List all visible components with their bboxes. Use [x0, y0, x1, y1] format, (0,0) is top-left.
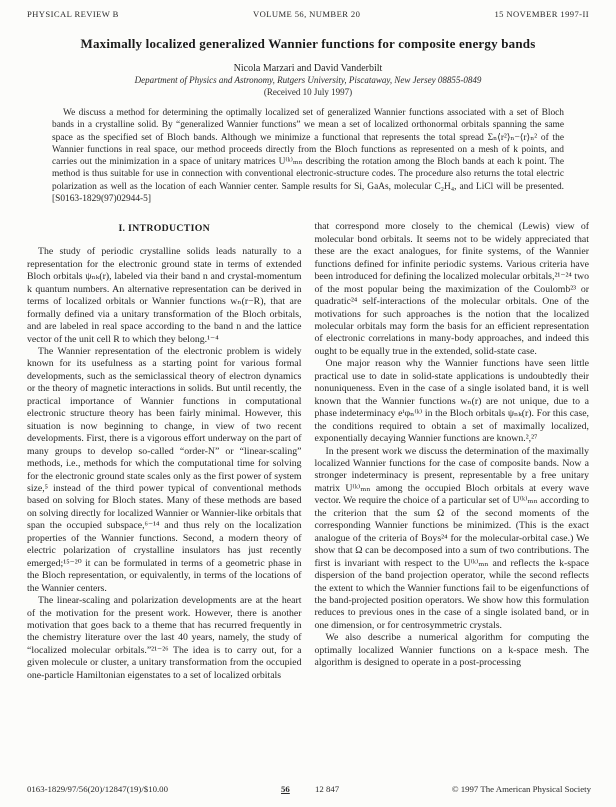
paragraph: In the present work we discuss the determination of the maximally localized Wannier functions for the case of composite bands. Now a stronger indeterminacy is present, representable by a free unitary matrix U⁽ᵏ⁾ₘₙ among the occupied Bloch orbitals at every wave vector. We require the choice of a particular set of U⁽ᵏ⁾ₘₙ according to the criterion that the sum Ω of the second moments of the corresponding Wannier functions be minimized. (This is the exact analogue of the criteria of Boys²⁴ for the molecular-orbital case.) We show that Ω can be decomposed into a sum of two contributions. The first is invariant with respect to the U⁽ᵏ⁾ₘₙ and reflects the k-space dispersion of the band projection operator, while the second reflects the extent to which the Wannier functions fail to be eigenfunctions of the band-projected position operators. We show how this formulation reduces to previous ones in the case of a single isolated band, or in one dimension, or for centrosymmetric crystals. [314, 445, 589, 631]
received-date: (Received 10 July 1997) [263, 87, 353, 97]
left-column [27, 221, 302, 682]
page-footer [0, 784, 616, 798]
paragraph: The linear-scaling and polarization developments are at the heart of the motivation for the present work. However, there is another motivation that goes back to a theme that has recurred frequently in the chemistry literature over the last 40 years, namely, the study of “localized molecular orbitals.”²¹⁻²⁶ The idea is to carry out, for a given molecule or cluster, a unitary transformation from the occupied one-particle Hamiltonian eigenstates to a set of localized orbitals [27, 595, 302, 681]
copyright-notice: © 1997 The American Physical Society [451, 784, 591, 794]
issue-date: 15 NOVEMBER 1997-II [494, 9, 589, 19]
paragraph: We also describe a numerical algorithm for computing the optimally localized Wannier functions on a k-space mesh. The algorithm is designed to operate in a post-processing [314, 632, 589, 669]
section-heading-introduction: I. INTRODUCTION [118, 223, 211, 235]
running-head [0, 0, 616, 19]
abstract-text: We discuss a method for determining the optimally localized set of generalized Wannier functions associated with a set of Bloch bands in a crystalline solid. By “generalized Wannier functions” we mean a set of localized orthonormal orbitals spanning the same space as the specified set of Bloch bands. Although we minimize a functional that represents the total spread Σₙ⟨r²⟩ₙ−⟨r⟩ₙ² of the Wannier functions in real space, our method proceeds directly from the Bloch functions as represented on a mesh of k points, and carries out the minimization in a space of unitary matrices U⁽ᵏ⁾ₘₙ describing the rotation among the Bloch bands at each k point. The method is thus suitable for use in connection with conventional electronic-structure codes. The procedure also returns the total electric polarization as well as the location of each Wannier center. Sample results for Si, GaAs, molecular C₂H₄, and LiCl will be presented. [S0163-1829(97)02944-5] [52, 108, 564, 205]
footer-volume-number: 56 [281, 784, 290, 794]
author-affiliation: Department of Physics and Astronomy, Rutgers University, Piscataway, New Jersey 08855-0849 [134, 75, 482, 85]
right-column [315, 221, 590, 682]
paragraph: The Wannier representation of the electronic problem is widely known for its usefulness as a starting point for various formal developments, such as the semiclassical theory of electron dynamics or the theory of magnetic interactions in solids. But until recently, the practical importance of Wannier functions in computational electronic structure theory has been fairly minimal. However, this situation is now beginning to change, in view of two recent developments. First, there is a vigorous effort underway on the part of many groups to develop so-called “order-N” or “linear-scaling” methods, i.e., methods for which the computational time for solving for the electronic ground state scales only as the first power of system size,⁵ instead of the third power typical of conventional methods based on solving for Bloch states. Many of these methods are based on solving directly for localized Wannier or Wannier-like orbitals that span the occupied subspace,⁶⁻¹⁴ and thus rely on the localization properties of the Wannier functions. Second, a modern theory of electric polarization of crystalline insulators has just recently emerged;¹⁵⁻²⁰ it can be formulated in terms of a geometric phase in the Bloch representation, or equivalently, in terms of the locations of the Wannier centers. [27, 346, 302, 594]
issn-price-code: 0163-1829/97/56(20)/12847(19)/$10.00 [27, 784, 168, 794]
author-names: Nicola Marzari and David Vanderbilt [233, 63, 383, 74]
article-body [27, 221, 589, 682]
paragraph: The study of periodic crystalline solids leads naturally to a representation for the electronic ground state in terms of extended Bloch orbitals ψₙₖ(r), labeled via their band n and crystal-momentum k quantum numbers. An alternative representation can be derived in terms of localized orbitals or Wannier functions wₙ(r−R), that are formally defined via a unitary transformation of the Bloch orbitals, and are labeled in real space according to the band n and the lattice vector of the unit cell R to which they belong.¹⁻⁴ [27, 246, 302, 345]
volume-number: VOLUME 56, NUMBER 20 [252, 9, 361, 19]
article-title: Maximally localized generalized Wannier functions for composite energy bands [80, 36, 536, 51]
footer-page-number: 12 847 [315, 784, 340, 794]
journal-name: PHYSICAL REVIEW B [27, 9, 119, 19]
paragraph: that correspond more closely to the chemical (Lewis) view of molecular bond orbitals. It seems not to be widely appreciated that these are the exact analogues, for finite systems, of the Wannier functions defined for infinite periodic systems. Various criteria have been introduced for defining the localized molecular orbitals,²¹⁻²⁴ two of the most popular being the maximization of the Coulomb²³ or quadratic²⁴ self-interactions of the molecular orbitals. One of the motivations for such approaches is the notion that the localized molecular orbitals may form the basis for an efficient representation of electronic correlations in many-body approaches, and indeed this ought to be equally true in the extended, solid-state case. [314, 221, 589, 357]
paragraph: One major reason why the Wannier functions have seen little practical use to date in solid-state applications is undoubtedly their nonuniqueness. Even in the case of a single isolated band, it is well known that the Wannier functions wₙ(r) are not unique, due to a phase indeterminacy eⁱφₙ⁽ᵏ⁾ in the Bloch orbitals ψₙₖ(r). For this case, the conditions required to obtain a set of maximally localized, exponentially decaying Wannier functions are known.²,²⁷ [314, 358, 589, 445]
